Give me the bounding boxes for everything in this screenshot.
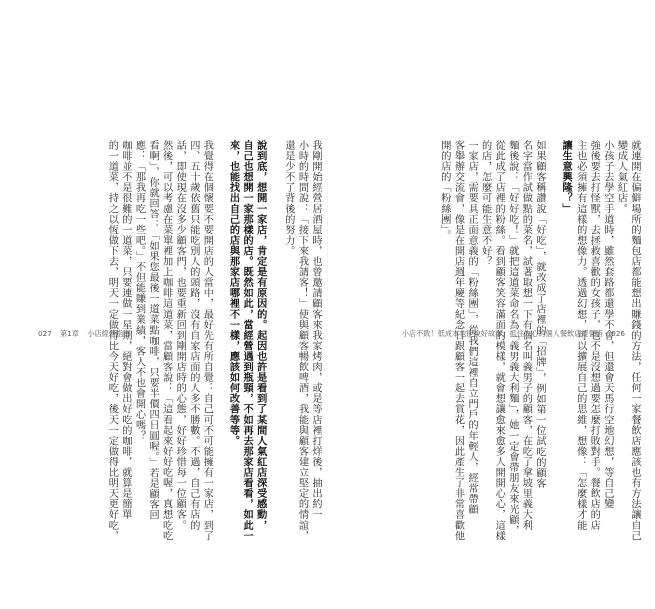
text-column: 變成人氣紅店。 [615,140,627,214]
text-column: 還是少不了背後的努力。 [282,140,294,257]
book-title: 小店不敗！低成本也能說好故事，抓住人心的個人餐飲店經營術 [401,329,603,338]
text-column: 應：「那我再吃一些吧。」不但能賺到業績，客人不也會開心嗎？ [133,140,145,441]
text-column: 我剛開始經營居酒屋時，也曾邀請顧客來我家烤肉，或是等店裡打烊後，抽出約一 [310,140,321,520]
chapter-label: 第1章 [60,329,79,338]
text-column: 名字當作試做點的菜名，試著取想一下有個名叫義男子的顧客，在吃了拿坡里義大利 [520,140,532,531]
text-column: 說到底，想開一家店，肯定是有原因的。起因也許是看到了某間人氣紅店深受感動， [254,140,267,531]
text-column: 小時的時間說：「接下來我請客！」使與顧客暢飲啤酒，我能與顧客建立堅定的情誼， [296,140,308,541]
text-column: 話，即使現在沒多少顧客門，也要重新回到剛開店時的心態，好好珍惜每一位顧客。 [174,140,186,531]
text-column: 自己也想開一家那樣的店。既然如此，當經營遇到瓶頸，不如再去那家店看看，如此一 [241,140,254,541]
text-column: 我覺得在個懷要不要開店的人當中，最好先有所自覺：自己可不可能擁有一家店，到了 [201,140,213,541]
right-page-number: 026 [611,329,625,338]
text-column: 看啊」，你就回答：「如果您最後一道菜點咖啡，只要半價四日圓喔。」若是顧客回 [147,140,159,521]
text-column: 四、五十歲依舊只能吃別人的頭路，沒有自家店面的人多不勝數。不過，自己有店的 [187,140,199,531]
text-column: 麵後說：「好好吃！」就把這道菜命名為「義男義大利麵」，她一定會帶朋友來光顧， [506,140,518,536]
text-column: 然後，可以考慮在菜單裡加上咖啡這道菜，當顧客說：「這看起來好好吃喔，真想吃吃 [160,140,172,541]
text-column: 如果顧客稱讚說「好吃」，就改成了店裡的「招牌」，例如第一位試吃的顧客 [533,140,545,489]
left-page-footer [38,329,136,339]
text-column: 強後要去打怪獸，去拯救喜歡的女孩子，也不是沒想過要怎麼打敗對手。餐飲店的店 [588,140,600,531]
text-column: 開的店的「粉絲團」。 [438,140,450,241]
text-column: 咖啡並不是很難的一道菜，只要連做一星期，絕對會做出好吃的咖啡，就算是簡單 [119,140,131,520]
text-column: 主也必須擁有這樣的想像力。透過幻想，可以擴展自己的思維，想像：「怎麼樣才能 [574,140,586,531]
text-column: 的店，怎麼可能生意不好？ [479,140,491,267]
text-column: 來，也能找出自己的店與那家店哪裡不一樣，應該如何改善等等。 [227,140,240,446]
text-column: 讓生意興隆？」 [560,140,573,214]
text-column: 一家店，需要具正面意義的「粉絲團」，從我們這裡自立門戶的年輕人，經常帶顧 [466,140,478,515]
text-column: 從此成了店裡的粉絲。看到顧客笑容滿面的模樣，就會想讓愈來愈多人開開心心，這樣 [493,140,505,541]
page-gutter [327,135,328,325]
left-page-number: 027 [38,329,52,338]
text-column: 就連開在偏僻場所的麵包店都能想出賺錢的方法，任何一家餐飲店應該也有方法讓自己 [629,140,640,541]
text-column: 的一道菜，持之以恆做下去，明天一定做得比今天好吃，後天一定做得比明天更好吃， [106,140,118,541]
text-column: 客舉辦交流會，像是在開店週年慶等紀念日跟顧客一起去賞花，因此產生了非常喜歡他 [452,140,464,541]
section-title: 小店經營指南 [87,329,131,338]
text-column: 小孩子去學空手道時，雖然套路都還學不會，但還會天馬行空地幻想，等自己變 [601,140,613,510]
right-page-footer [396,329,625,339]
